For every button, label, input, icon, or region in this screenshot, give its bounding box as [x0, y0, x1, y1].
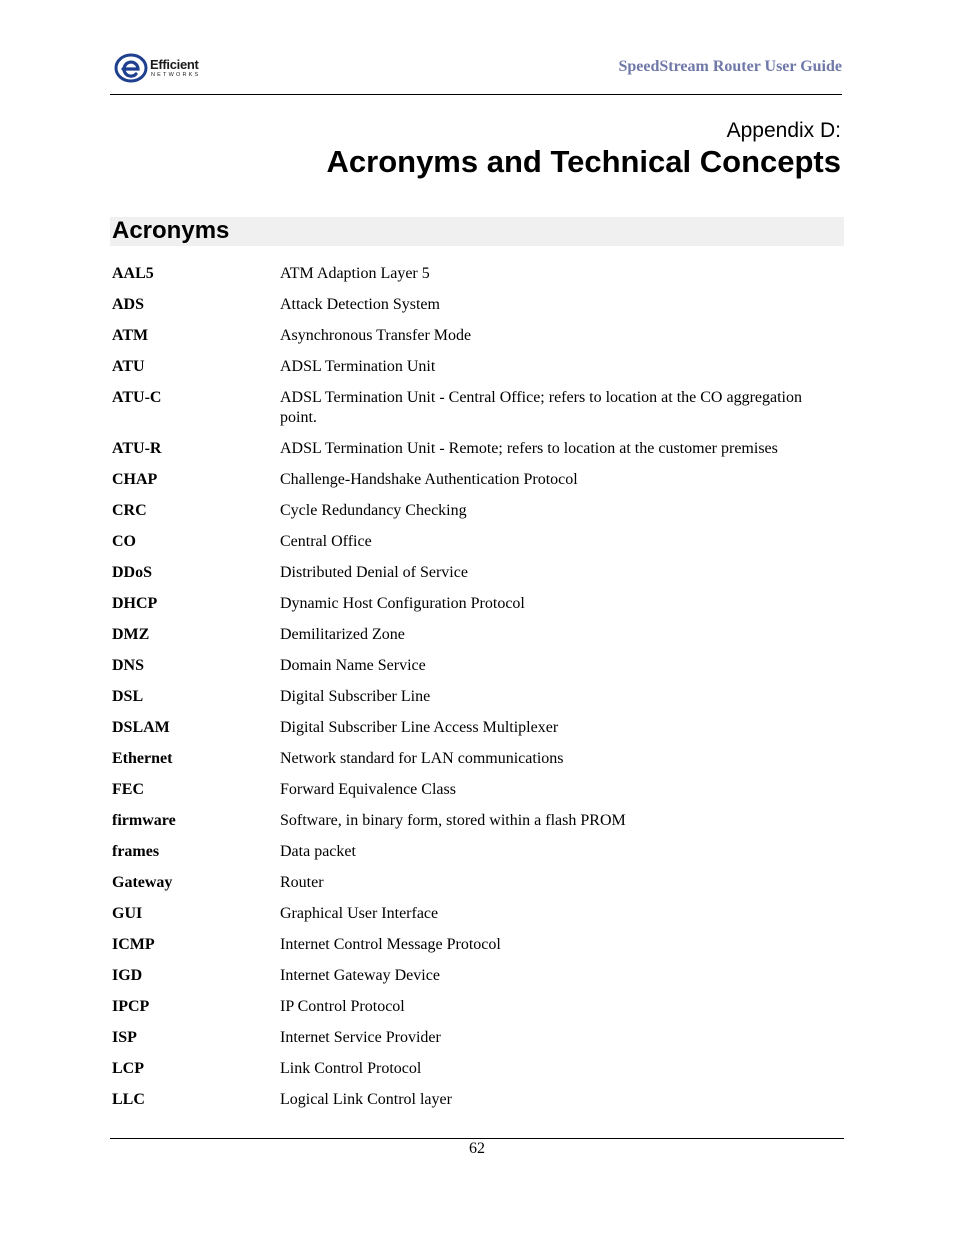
acronym-term: frames	[112, 843, 160, 860]
section-heading-bar	[110, 217, 844, 246]
acronym-definition: ADSL Termination Unit - Central Office; refers to location at the CO aggregation point.	[280, 389, 802, 426]
acronym-row	[112, 594, 842, 625]
acronym-definition: Internet Service Provider	[280, 1029, 441, 1046]
acronym-row	[112, 749, 842, 780]
acronym-term: Gateway	[112, 874, 173, 891]
efficient-logo-icon	[114, 52, 150, 84]
appendix-label: Appendix D:	[726, 119, 841, 142]
acronym-definition: Internet Control Message Protocol	[280, 936, 501, 953]
acronym-term: AAL5	[112, 265, 154, 282]
acronym-row	[112, 966, 842, 997]
acronym-row	[112, 1028, 842, 1059]
acronym-row	[112, 470, 842, 501]
acronym-term: ATM	[112, 327, 149, 344]
acronym-term: DNS	[112, 657, 145, 674]
acronym-definition: Domain Name Service	[280, 657, 426, 674]
acronym-term: IGD	[112, 967, 143, 984]
acronym-term: DSLAM	[112, 719, 170, 736]
acronym-row	[112, 532, 842, 563]
acronym-row	[112, 687, 842, 718]
acronym-definition: ADSL Termination Unit - Remote; refers to location at the customer premises	[280, 440, 778, 457]
acronym-definition: Attack Detection System	[280, 296, 440, 313]
acronym-definition: Demilitarized Zone	[280, 626, 405, 643]
acronym-term: CO	[112, 533, 136, 550]
acronym-definition: Distributed Denial of Service	[280, 564, 468, 581]
acronym-term: GUI	[112, 905, 143, 922]
acronym-row	[112, 997, 842, 1028]
acronym-term: ISP	[112, 1029, 137, 1046]
acronym-definition: Digital Subscriber Line	[280, 688, 431, 705]
acronym-row	[112, 501, 842, 532]
acronym-term: FEC	[112, 781, 144, 798]
acronym-term: CRC	[112, 502, 147, 519]
acronym-row	[112, 811, 842, 842]
acronym-term: DMZ	[112, 626, 150, 643]
acronym-term: firmware	[112, 812, 176, 829]
section-heading: Acronyms	[112, 217, 230, 244]
acronym-term: ATU-C	[112, 389, 162, 406]
acronym-term: DHCP	[112, 595, 158, 612]
acronym-row	[112, 1059, 842, 1090]
acronym-row	[112, 439, 842, 470]
acronym-term: ADS	[112, 296, 145, 313]
acronym-definition: ATM Adaption Layer 5	[280, 265, 430, 282]
acronym-definition: Data packet	[280, 843, 356, 860]
acronym-term: ICMP	[112, 936, 155, 953]
acronym-term: ATU	[112, 358, 145, 375]
acronym-definition: Challenge-Handshake Authentication Protocol	[280, 471, 578, 488]
logo-brand-text: Efficient	[150, 57, 199, 72]
acronym-term: CHAP	[112, 471, 158, 488]
acronym-row	[112, 357, 842, 388]
acronym-row	[112, 563, 842, 594]
acronym-term: ATU-R	[112, 440, 162, 457]
acronym-definition: Link Control Protocol	[280, 1060, 422, 1077]
acronym-definition: Digital Subscriber Line Access Multiplexer	[280, 719, 559, 736]
acronym-row	[112, 780, 842, 811]
acronym-row	[112, 326, 842, 357]
acronym-term: LLC	[112, 1091, 145, 1108]
acronym-row	[112, 388, 842, 439]
acronym-row	[112, 625, 842, 656]
acronym-definition: Logical Link Control layer	[280, 1091, 452, 1108]
acronym-definition: Dynamic Host Configuration Protocol	[280, 595, 525, 612]
acronym-definition: Router	[280, 874, 324, 891]
footer-divider	[110, 1138, 844, 1139]
acronym-definition: Forward Equivalence Class	[280, 781, 456, 798]
acronym-row	[112, 656, 842, 687]
company-logo	[114, 52, 214, 84]
acronym-term: DSL	[112, 688, 144, 705]
acronym-definition: Graphical User Interface	[280, 905, 439, 922]
acronym-definition: IP Control Protocol	[280, 998, 405, 1015]
acronym-term: IPCP	[112, 998, 150, 1015]
acronym-row	[112, 1090, 842, 1121]
header-divider	[110, 94, 842, 95]
acronym-row	[112, 873, 842, 904]
page-title: Acronyms and Technical Concepts	[326, 144, 841, 179]
acronym-term: LCP	[112, 1060, 144, 1077]
acronym-definition: Network standard for LAN communications	[280, 750, 564, 767]
acronym-row	[112, 904, 842, 935]
acronym-row	[112, 935, 842, 966]
acronym-definition: Asynchronous Transfer Mode	[280, 327, 472, 344]
page-number: 62	[469, 1140, 485, 1157]
acronym-term: Ethernet	[112, 750, 173, 767]
acronym-term: DDoS	[112, 564, 153, 581]
acronym-definition: Software, in binary form, stored within a flash PROM	[280, 812, 626, 829]
acronym-row	[112, 264, 842, 295]
guide-title: SpeedStream Router User Guide	[618, 58, 842, 75]
acronym-row	[112, 842, 842, 873]
acronym-definition: Cycle Redundancy Checking	[280, 502, 467, 519]
acronym-row	[112, 295, 842, 326]
logo-sub-text: NETWORKS	[151, 72, 201, 78]
acronym-list	[112, 264, 842, 1121]
acronym-definition: ADSL Termination Unit	[280, 358, 436, 375]
acronym-definition: Central Office	[280, 533, 372, 550]
acronym-row	[112, 718, 842, 749]
acronym-definition: Internet Gateway Device	[280, 967, 440, 984]
